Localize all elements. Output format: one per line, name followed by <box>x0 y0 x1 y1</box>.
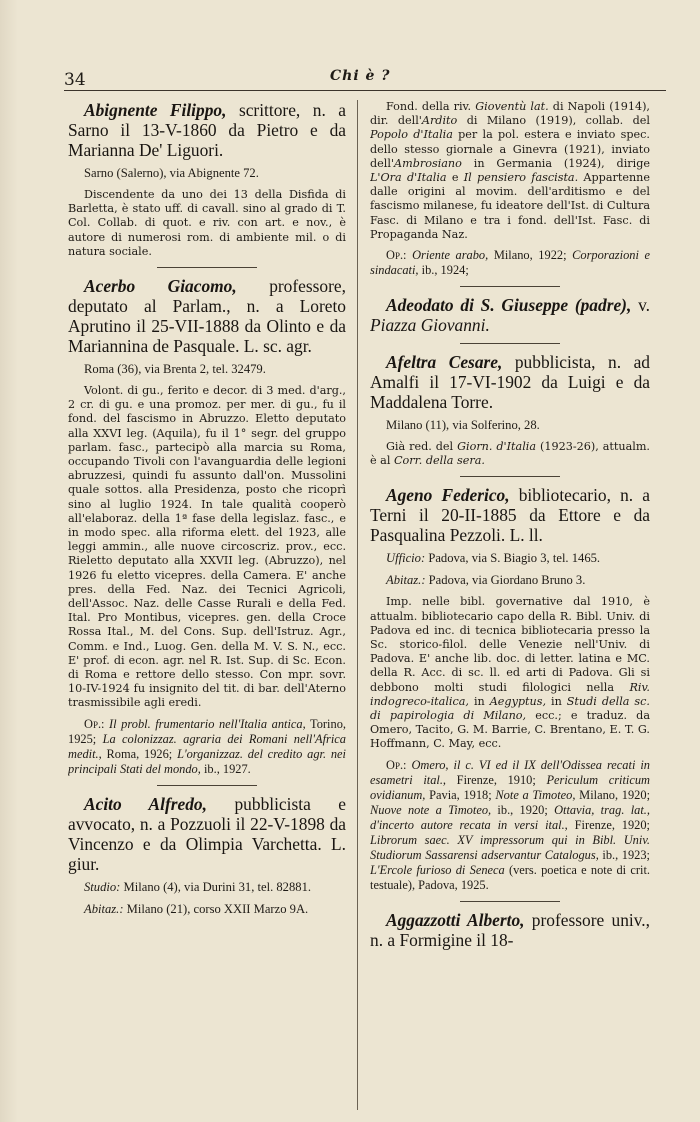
bio-text: in <box>546 694 567 708</box>
right-column <box>370 100 650 1110</box>
bio-title: L'Ora d'Italia <box>370 171 447 185</box>
work-title: Note a Timoteo, <box>491 787 576 802</box>
entry-aggazzotti <box>370 910 650 950</box>
entry-ageno <box>370 485 650 892</box>
bio-title: Corr. della sera. <box>393 454 485 468</box>
entry-acerbo <box>68 276 346 777</box>
header-rule <box>64 90 666 91</box>
entry-headline <box>370 295 650 335</box>
bio-text: (1923-26), attualm. è al <box>370 440 650 468</box>
entry-works <box>68 717 346 777</box>
entry-separator <box>460 286 560 287</box>
bio-text: Già red. del <box>386 440 458 454</box>
entry-headline <box>370 910 650 950</box>
bio-title: Aegyptus, <box>489 694 547 708</box>
entry-biography: Volont. di gu., ferito e decor. di 3 med. d'arg., 2 cr. di gu. e una promoz. per mer. di gu., fu il fond. del fascismo in Abruzzo. Eletto deputato alla XXVI leg. (Aquila), fu il 1° segr. del gruppo parlam. fasc., partecipò alla marcia su Roma, occupando Tivoli con l'avanguardia delle legioni abruzzesi, quindi fu assunto dall'on. Mussolini quale sottos. alla Presidenza, posto che ricoprì sino al luglio 1924. In tale qualità cooperò all'elaboraz. della 1ª fase della legislaz. fasc., e in modo spec. alla riforma elett. del 1923, alle leggi ammin., alle nuove circoscriz. prov., ecc. Rieletto deputato alla XXVII leg. (Abruzzo), nel 1926 fu eletto vicepres. della Camera. E' anche pres. della Fed. Naz. dei Tecnici Agricoli, dell'Assoc. Naz. delle Casse Rurali e della Fed. Ital. Pro Montibus, vicepres. gen. della Croce Rossa Ital., M. del Cons. Sup. dell'Istruz. Agr., Comm. e Ind., Luog. Gen. della M. V. S. N., ecc. E' prof. di econ. agr. nel R. Ist. Sup. di Sc. Econ. di Roma e rettore dello stesso. Con mpr. sovr. 10-IV-1924 fu insignito del tit. di bar. dell'Aterno trasmissibile agli eredi. <box>68 384 346 710</box>
bio-title: Popolo d'Italia <box>370 128 453 142</box>
bio-title: Studi della sc. di papirologia di Milano, <box>370 694 650 723</box>
bio-title: Gioventù lat. <box>475 100 549 113</box>
entry-afeltra <box>370 352 650 468</box>
bio-title: Ardito <box>421 114 458 128</box>
work-title: Il probl. frumentario nell'Italia antica, <box>104 716 306 731</box>
bio-text: di Napoli (1914), dir. dell' <box>370 100 650 128</box>
work-title: Corporazioni e sindacati, <box>370 248 650 278</box>
entry-description: professore, deputato al Parlam., n. a Loreto Aprutino il 25-VII-1888 da Olinto e da Mariannina de Pasquale. L. sc. agr. <box>68 276 346 357</box>
entry-headline <box>370 485 650 545</box>
address-value: Padova, via S. Biagio 3, tel. 1465. <box>425 551 601 566</box>
entry-description: professore univ., n. a Formigine il 18- <box>370 909 650 950</box>
bio-title: Riv. indogreco-italica, <box>370 680 650 708</box>
work-place: ib., 1920; <box>491 802 548 817</box>
entry-home-address <box>370 573 650 588</box>
work-title: L'organizzaz. del credito agr. nei principali Stati del mondo, <box>68 746 346 776</box>
address-label: Abitaz.: <box>386 573 426 588</box>
entry-office-address <box>68 880 346 895</box>
entry-name: Acito Alfredo, <box>84 793 207 814</box>
entry-name: Abignente Filippo, <box>84 100 227 120</box>
address-label: Abitaz.: <box>84 901 124 916</box>
left-column <box>68 100 346 1110</box>
entry-cross-reference: Piazza Giovanni. <box>370 315 490 336</box>
entry-office-address <box>370 551 650 566</box>
entry-biography <box>370 595 650 751</box>
entry-name: Aggazzotti Alberto, <box>386 909 525 930</box>
work-title: Omero, il c. VI ed il IX dell'Odissea recati in esametri ital., <box>370 757 650 787</box>
entry-biography: Discendente da uno dei 13 della Disfida di Barletta, è stato uff. di cavall. sino al grado di T. Col. Collab. di quot. e riv. con art. e nov., è autore di numerosi rom. di ambiente mil. o di natura sociale. <box>68 188 346 258</box>
entry-separator <box>460 343 560 344</box>
entry-separator <box>460 476 560 477</box>
entry-name: Ageno Federico, <box>386 485 510 506</box>
work-title: Librorum saec. XV impressorum qui in Bibl. Univ. Studiorum Sassarensi adservantur Catalogus, <box>370 832 650 862</box>
works-label: Op.: <box>386 248 407 263</box>
entry-separator <box>157 785 257 786</box>
bio-text: Imp. nelle bibl. governative dal 1910, è attualm. bibliotecario capo della R. Bibl. Univ. di Padova ed inc. di tecnica bibliotecaria presso la Sc. storico-filol. delle Venezie nell'Univ. di Padova. E' anche lib. doc. di letter. latina e MC. della R. Acc. di sc. ll. ed arti di Padova. Gli si debbono molti studi filologici nella <box>370 595 650 694</box>
entry-biography <box>370 440 650 468</box>
bio-text: in <box>468 694 490 708</box>
address-label: Studio: <box>84 879 121 894</box>
entry-works <box>370 248 650 278</box>
bio-title: Ambrosiano <box>394 156 462 170</box>
entry-works <box>370 758 650 893</box>
work-place: Firenze, 1910; <box>446 772 536 787</box>
bio-text: ecc.; e traduz. da Omero, Tacito, G. M. Barrie, C. Brentano, E. T. G. Hoffmann, C. May, ecc. <box>370 709 650 751</box>
entry-headline <box>68 100 346 160</box>
address-value: Milano (4), via Durini 31, tel. 82881. <box>120 879 312 894</box>
bio-text: Fond. della riv. <box>386 100 476 113</box>
work-place: Torino, 1925; <box>68 716 346 746</box>
entry-description: pubblicista, n. ad Amalfi il 17-VI-1902 da Luigi e da Maddalena Torre. <box>370 352 650 413</box>
address-value: Milano (21), corso XXII Marzo 9A. <box>123 901 309 916</box>
bio-text: in Germania (1924), dirige <box>461 156 650 170</box>
running-head: Chi è ? <box>330 68 391 84</box>
entry-address: Sarno (Salerno), via Abignente 72. <box>84 166 259 180</box>
bio-text: per la pol. estera e inviato spec. dello stesso giornale a Ginevra (1921), inviato dell' <box>370 128 650 170</box>
entry-acito <box>68 794 346 917</box>
work-title: Nuove note a Timoteo, <box>370 802 492 817</box>
entry-abignente <box>68 100 346 259</box>
work-place: Roma, 1926; <box>101 746 173 761</box>
bio-title: Giorn. d'Italia <box>457 440 537 454</box>
works-label: Op.: <box>84 716 105 731</box>
address-label: Ufficio: <box>386 551 426 566</box>
address-value: Padova, via Giordano Bruno 3. <box>425 573 586 588</box>
bio-text: Appartenne dalle origini al movim. dell'arditismo e del fascismo milanese, fu ideatore dell'Ist. di Cultura Fasc. di Milano e tra i fond. dell'Ist. Fasc. di Propaganda Naz. <box>370 171 650 241</box>
entry-home-address <box>68 902 346 917</box>
entry-adeodato <box>370 295 650 335</box>
entry-name: Afeltra Cesare, <box>386 352 503 373</box>
entry-address: Milano (11), via Solferino, 28. <box>386 418 540 433</box>
entry-separator <box>157 267 257 268</box>
work-place: Milano, 1922; <box>488 248 567 263</box>
column-divider <box>357 100 358 1110</box>
work-place: ib., 1923; <box>598 847 650 862</box>
page-number: 34 <box>64 70 86 90</box>
work-title: Ottavia, trag. lat., d'incerto autore recata in versi ital., <box>370 802 650 832</box>
bio-text: di Milano (1919), collab. del <box>457 114 650 128</box>
entry-address: Roma (36), via Brenta 2, tel. 32479. <box>84 362 266 377</box>
work-title: Oriente arabo, <box>406 248 489 263</box>
works-label: Op.: <box>386 757 407 772</box>
entry-headline <box>370 352 650 412</box>
work-title: La colonizzaz. agraria dei Romani nell'Africa medit., <box>68 731 346 761</box>
entry-see: v. <box>631 295 650 316</box>
bio-title: Il pensiero fascista. <box>463 171 579 185</box>
work-place: Firenze, 1920; <box>567 817 650 832</box>
entry-name: Adeodato di S. Giuseppe (padre), <box>386 295 632 316</box>
entry-name: Acerbo Giacomo, <box>84 276 237 297</box>
work-place: ib., 1924; <box>418 263 469 278</box>
work-place: Pavia, 1918; <box>425 787 492 802</box>
entry-description: bibliotecario, n. a Terni il 20-II-1885 da Ettore e da Pasqualina Pezzoli. L. ll. <box>370 485 650 546</box>
entry-headline <box>68 276 346 356</box>
entry-headline <box>68 794 346 874</box>
entry-description: scrittore, n. a Sarno il 13-V-1860 da Pietro e da Marianna De' Liguori. <box>68 100 346 160</box>
bio-text: e <box>446 171 464 185</box>
work-place: (vers. poetica e note di crit. testuale), Padova, 1925. <box>370 862 650 892</box>
entry-description: pubblicista e avvocato, n. a Pozzuoli il 22-V-1898 da Vincenzo e da Olimpia Varchetta. L. giur. <box>68 793 346 874</box>
entry-separator <box>460 901 560 902</box>
entry-continuation <box>370 100 650 278</box>
work-title: L'Ercole furioso di Seneca <box>370 862 505 877</box>
work-place: ib., 1927. <box>200 761 251 776</box>
entry-biography <box>370 100 650 242</box>
work-title: Periculum criticum ovidianum, <box>370 772 650 802</box>
work-place: Milano, 1920; <box>575 787 650 802</box>
